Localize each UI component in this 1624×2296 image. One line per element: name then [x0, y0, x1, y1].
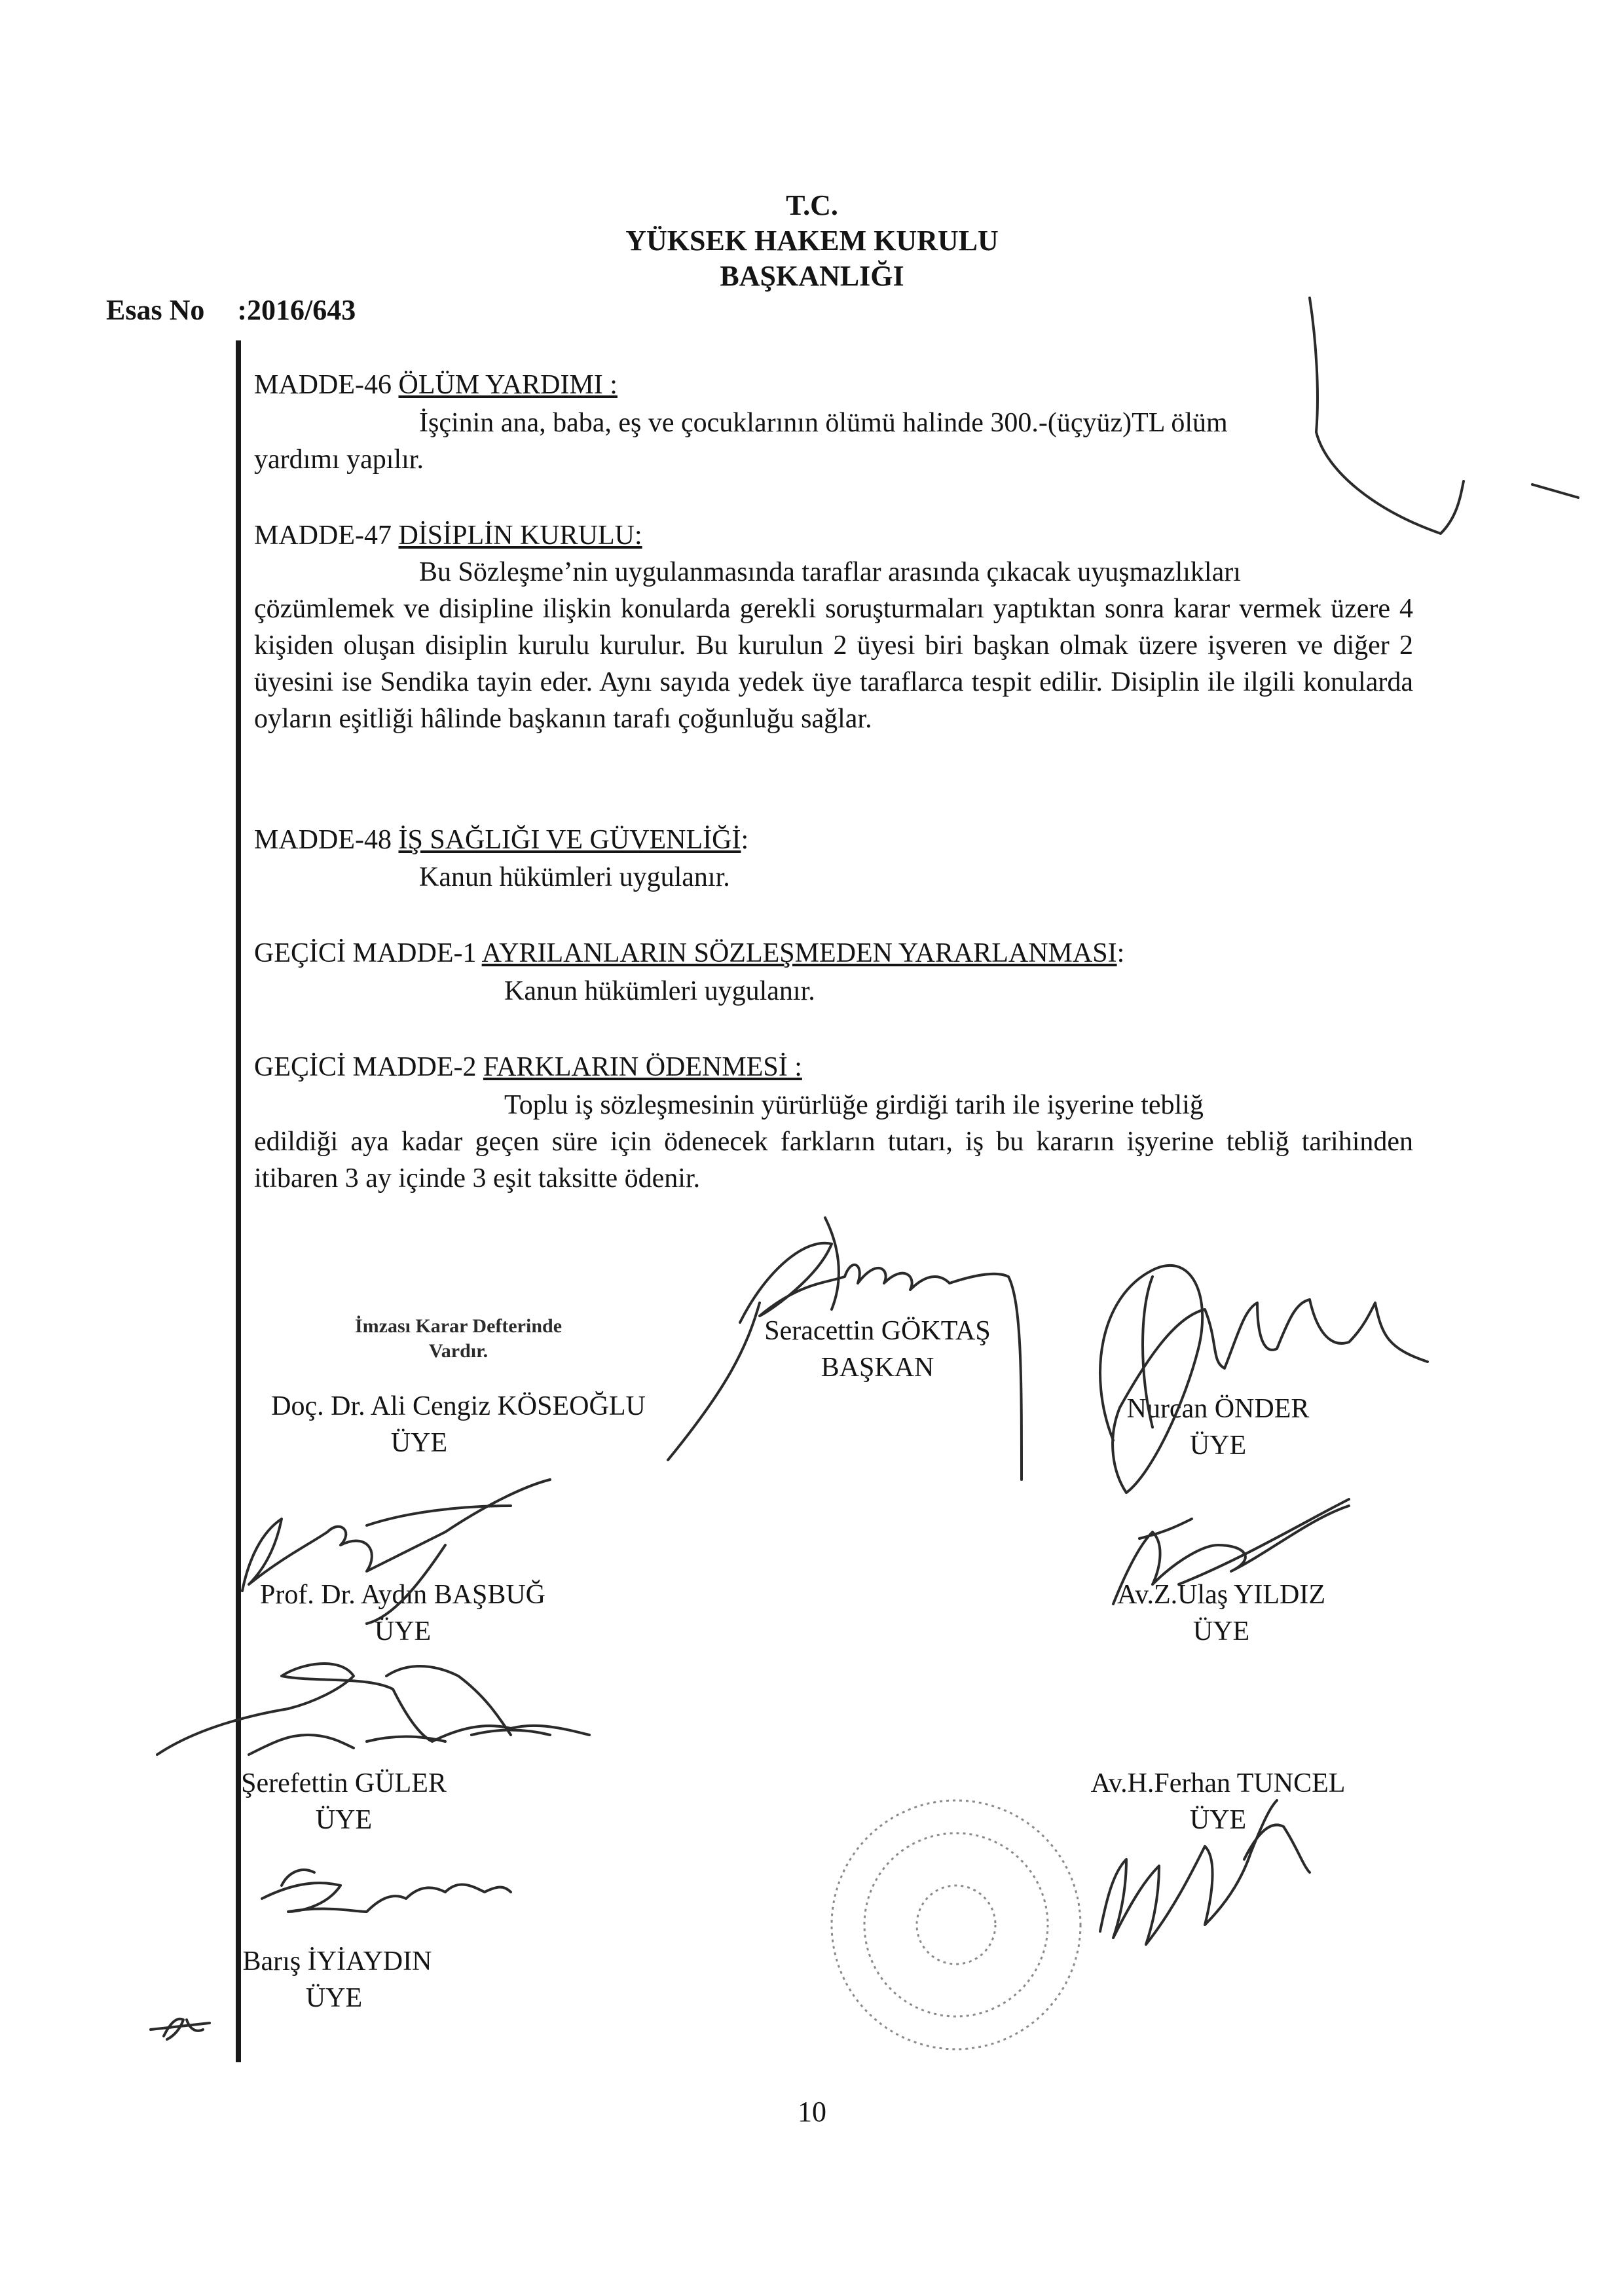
signature-guler: [157, 1664, 589, 1755]
member-iyiaydin-role: ÜYE: [305, 1983, 363, 2013]
temp-article-2-body: edildiği aya kadar geçen süre için ödenecek farkların tutarı, iş bu kararın işyerine tebliğ tarihinden itibaren 3 ay içinde 3 eşit taksitte ödenir.: [254, 1127, 1413, 1194]
article-46-title: ÖLÜM YARDIMI :: [398, 370, 618, 400]
signature-iyiaydin: [262, 1883, 511, 1912]
article-47-number: MADDE-47: [254, 520, 399, 551]
chair-goktas-role: BAŞKAN: [821, 1353, 934, 1383]
article-48-heading: [254, 822, 748, 858]
margin-dash: [1532, 484, 1578, 498]
chair-goktas-name: Seracettin GÖKTAŞ: [764, 1316, 991, 1346]
margin-initials: [151, 2019, 210, 2039]
member-basbug-role: ÜYE: [374, 1616, 432, 1647]
header-institution: YÜKSEK HAKEM KURULU: [625, 225, 999, 257]
member-tuncel-name: Av.H.Ferhan TUNCEL: [1090, 1768, 1346, 1798]
temp-article-1-body: Kanun hükümleri uygulanır.: [504, 976, 815, 1006]
signature-basbug: [242, 1480, 550, 1591]
article-48-body: Kanun hükümleri uygulanır.: [419, 862, 730, 892]
temp-article-2-title: FARKLARIN ÖDENMESİ :: [483, 1052, 802, 1082]
article-47-title: DİSİPLİN KURULU:: [398, 520, 642, 551]
article-46-line1: İşçinin ana, baba, eş ve çocuklarının ölümü halinde 300.-(üçyüz)TL ölüm: [419, 408, 1228, 438]
article-48-colon: :: [741, 825, 749, 855]
temp-article-1-title: AYRILANLARIN SÖZLEŞMEDEN YARARLANMASI: [481, 938, 1117, 968]
header-office: BAŞKANLIĞI: [720, 260, 904, 292]
member-yildiz-role: ÜYE: [1192, 1616, 1250, 1647]
member-iyiaydin-name: Barış İYİAYDIN: [242, 1946, 432, 1977]
header-tc: T.C.: [786, 189, 838, 221]
member-guler-name: Şerefettin GÜLER: [241, 1768, 447, 1798]
article-48-title: İŞ SAĞLIĞI VE GÜVENLİĞİ: [398, 825, 741, 855]
member-yildiz-name: Av.Z.Ulaş YILDIZ: [1116, 1580, 1325, 1610]
case-number-label: Esas No: [106, 294, 205, 326]
case-number-value: :2016/643: [237, 294, 356, 326]
member-guler-role: ÜYE: [315, 1805, 373, 1835]
signature-note-line1: İmzası Karar Defterinde: [354, 1315, 563, 1337]
member-koseoglu-role: ÜYE: [390, 1428, 448, 1458]
member-basbug-name: Prof. Dr. Aydın BAŞBUĞ: [259, 1580, 546, 1610]
member-koseoglu-name: Doç. Dr. Ali Cengiz KÖSEOĞLU: [271, 1391, 646, 1421]
article-47-line1: Bu Sözleşme’nin uygulanmasında taraflar arasında çıkacak uyuşmazlıkları: [419, 557, 1241, 587]
temp-article-1-heading: [254, 935, 1124, 972]
article-48-number: MADDE-48: [254, 825, 399, 855]
page-number: 10: [798, 2096, 826, 2128]
article-46-number: MADDE-46: [254, 370, 399, 400]
temp-article-1-colon: :: [1116, 938, 1125, 968]
signature-note-line2: Vardır.: [428, 1340, 489, 1362]
member-onder-name: Nurcan ÖNDER: [1126, 1394, 1310, 1424]
stamp-seal: [832, 1800, 1080, 2049]
article-47-body: çözümlemek ve disipline ilişkin konularda gerekli soruşturmaları yaptıktan sonra karar vermek üzere 4 kişiden oluşan disiplin kurulu kurulur. Bu kurulun 2 üyesi biri başkan olmak üzere işveren ve diğer 2 üyesini ise Sendika tayin eder. Aynı sayıda yedek üye taraflarca tespit edilir. Disiplin ile ilgili konularda oyların eşitliği hâlinde başkanın tarafı çoğunluğu sağlar.: [254, 594, 1413, 734]
article-46-body: yardımı yapılır.: [254, 445, 424, 475]
temp-article-2-number: GEÇİCİ MADDE-2: [254, 1052, 483, 1082]
member-onder-role: ÜYE: [1189, 1430, 1247, 1461]
article-47-heading: [254, 517, 642, 554]
article-46-heading: [254, 367, 618, 403]
temp-article-2-line1: Toplu iş sözleşmesinin yürürlüğe girdiği tarih ile işyerine tebliğ: [504, 1090, 1204, 1120]
member-tuncel-role: ÜYE: [1189, 1805, 1247, 1835]
case-number: [106, 293, 356, 327]
temp-article-2-heading: [254, 1049, 802, 1085]
temp-article-1-number: GEÇİCİ MADDE-1: [254, 938, 482, 968]
